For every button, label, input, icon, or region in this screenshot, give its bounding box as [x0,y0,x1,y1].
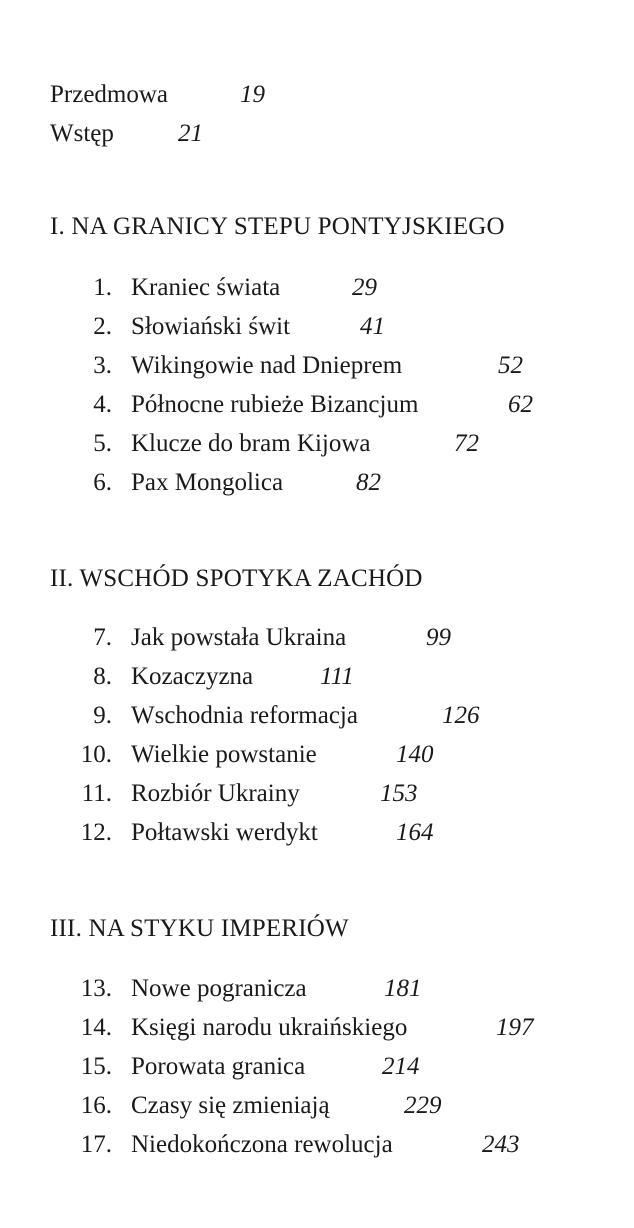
chapter-page: 52 [498,352,523,379]
chapter-page: 99 [426,624,451,651]
chapter-page: 214 [382,1053,420,1080]
chapter-page: 62 [508,391,533,418]
chapter-title: Północne rubieże Bizancjum [131,391,419,418]
chapter-page: 29 [352,274,377,301]
chapter-number: 17. [80,1131,112,1158]
chapter-title: Kozaczyzna [131,663,254,690]
chapter-number: 15. [80,1053,112,1080]
entry-title: Przedmowa [50,81,169,108]
chapter-number: 4. [93,391,112,418]
chapter-number: 11. [81,780,112,807]
chapter-page: 243 [482,1131,520,1158]
chapter-number: 12. [80,819,112,846]
chapter-title: Nowe pogranicza [131,975,307,1002]
chapter-page: 41 [360,313,385,340]
chapter-number: 5. [93,430,112,457]
chapter-page: 82 [356,469,381,496]
chapter-title: Klucze do bram Kijowa [131,430,371,457]
chapter-page: 126 [442,702,480,729]
chapter-title: Wielkie powstanie [131,741,317,768]
entry-title: Wstęp [50,120,114,147]
entry-page: 19 [240,81,265,108]
chapter-number: 14. [80,1014,112,1041]
chapter-title: Wschodnia reformacja [131,702,358,729]
chapter-title: Rozbiór Ukrainy [131,780,300,807]
chapter-page: 140 [396,741,434,768]
chapter-title: Wikingowie nad Dnieprem [131,352,403,379]
part-heading: II. WSCHÓD SPOTYKA ZACHÓD [50,565,423,592]
chapter-title: Kraniec świata [131,274,281,301]
chapter-title: Porowata granica [131,1053,306,1080]
chapter-title: Pax Mongolica [131,469,284,496]
chapter-title: Jak powstała Ukraina [131,624,347,651]
entry-page: 21 [178,120,203,147]
chapter-title: Niedokończona rewolucja [131,1131,393,1158]
chapter-number: 13. [80,975,112,1002]
chapter-title: Słowiański świt [131,313,291,340]
chapter-number: 9. [93,702,112,729]
chapter-title: Księgi narodu ukraińskiego [131,1014,408,1041]
chapter-number: 10. [80,741,112,768]
part-heading: III. NA STYKU IMPERIÓW [50,915,349,942]
part-heading: I. NA GRANICY STEPU PONTYJSKIEGO [50,213,505,240]
chapter-page: 153 [380,780,418,807]
chapter-page: 197 [496,1014,534,1041]
chapter-number: 2. [93,313,112,340]
front-entry-preface [50,80,265,110]
chapter-number: 6. [93,469,112,496]
chapter-page: 164 [396,819,434,846]
chapter-number: 1. [93,274,112,301]
chapter-title: Połtawski werdykt [131,819,318,846]
front-entry-introduction [50,119,203,149]
chapter-number: 3. [93,352,112,379]
chapter-number: 16. [80,1092,112,1119]
chapter-title: Czasy się zmieniają [131,1092,330,1119]
chapter-page: 111 [320,663,354,690]
chapter-page: 229 [404,1092,442,1119]
chapter-page: 72 [454,430,479,457]
chapter-number: 7. [93,624,112,651]
chapter-page: 181 [384,975,422,1002]
chapter-number: 8. [93,663,112,690]
